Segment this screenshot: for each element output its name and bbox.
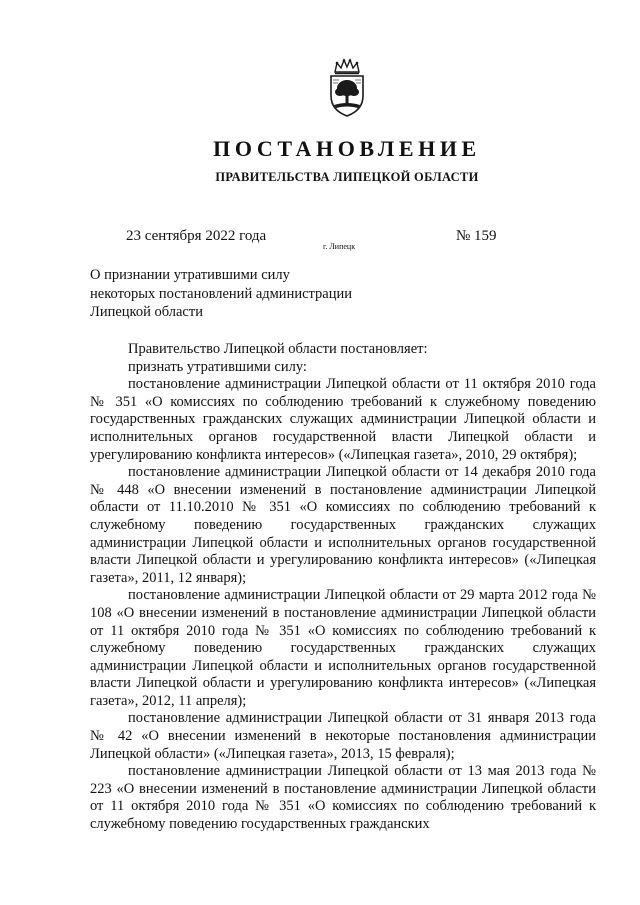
body-paragraph: признать утратившими силу: bbox=[128, 358, 307, 375]
body-paragraph: постановление администрации Липецкой области от 29 марта 2012 года № 108 «О внесении изменений в постановление администрации Липецкой области от 11 октября 2010 года № 351 «О комиссиях по соблюдению требований к служебному поведению государственных гражданских служащих администрации Липецкой области и исполнительных органов государственной власти Липецкой области и урегулированию конфликта интересов» («Липецкая газета», 2012, 11 апреля); bbox=[90, 587, 596, 709]
body-paragraph: постановление администрации Липецкой области от 11 октября 2010 года № 351 «О комиссиях по соблюдению требований к служебному поведению государственных гражданских служащих администрации Липецкой области и исполнительных органов государственной власти Липецкой области и урегулированию конфликта интересов» («Липецкая газета», 2010, 29 октября); bbox=[90, 376, 596, 463]
document-date: 23 сентября 2022 года bbox=[126, 228, 267, 244]
body-paragraph: постановление администрации Липецкой области от 13 мая 2013 года № 223 «О внесении изменений в постановление администрации Липецкой области от 11 октября 2010 года № 351 «О комиссиях по соблюдению требований к служебному поведению государственных гражданских bbox=[90, 763, 596, 833]
document-subject bbox=[90, 266, 352, 322]
document-city: г. Липецк bbox=[323, 242, 356, 251]
body-paragraph: Правительство Липецкой области постановляет: bbox=[128, 341, 428, 357]
coat-of-arms-icon bbox=[325, 58, 369, 118]
subject-line: некоторых постановлений администрации bbox=[90, 285, 353, 302]
body-paragraph: постановление администрации Липецкой области от 31 января 2013 года № 42 «О внесении изменений в некоторые постановления администрации Липецкой области» («Липецкая газета», 2013, 15 февраля); bbox=[90, 710, 596, 762]
document-type-title: ПОСТАНОВЛЕНИЕ bbox=[213, 136, 481, 161]
body-paragraph: постановление администрации Липецкой области от 14 декабря 2010 года № 448 «О внесении изменений в постановление администрации Липецкой области от 11.10.2010 № 351 «О комиссиях по соблюдению требований к служебному поведению государственных гражданских служащих администрации Липецкой области и исполнительных органов государственной власти Липецкой области и урегулированию конфликта интересов» («Липецкая газета», 2011, 12 января); bbox=[90, 464, 596, 586]
issuer-name: ПРАВИТЕЛЬСТВА ЛИПЕЦКОЙ ОБЛАСТИ bbox=[215, 170, 479, 184]
document-body bbox=[90, 341, 596, 834]
subject-line: О признании утратившими силу bbox=[90, 267, 290, 283]
subject-line: Липецкой области bbox=[90, 304, 203, 320]
document-number: № 159 bbox=[456, 228, 497, 244]
